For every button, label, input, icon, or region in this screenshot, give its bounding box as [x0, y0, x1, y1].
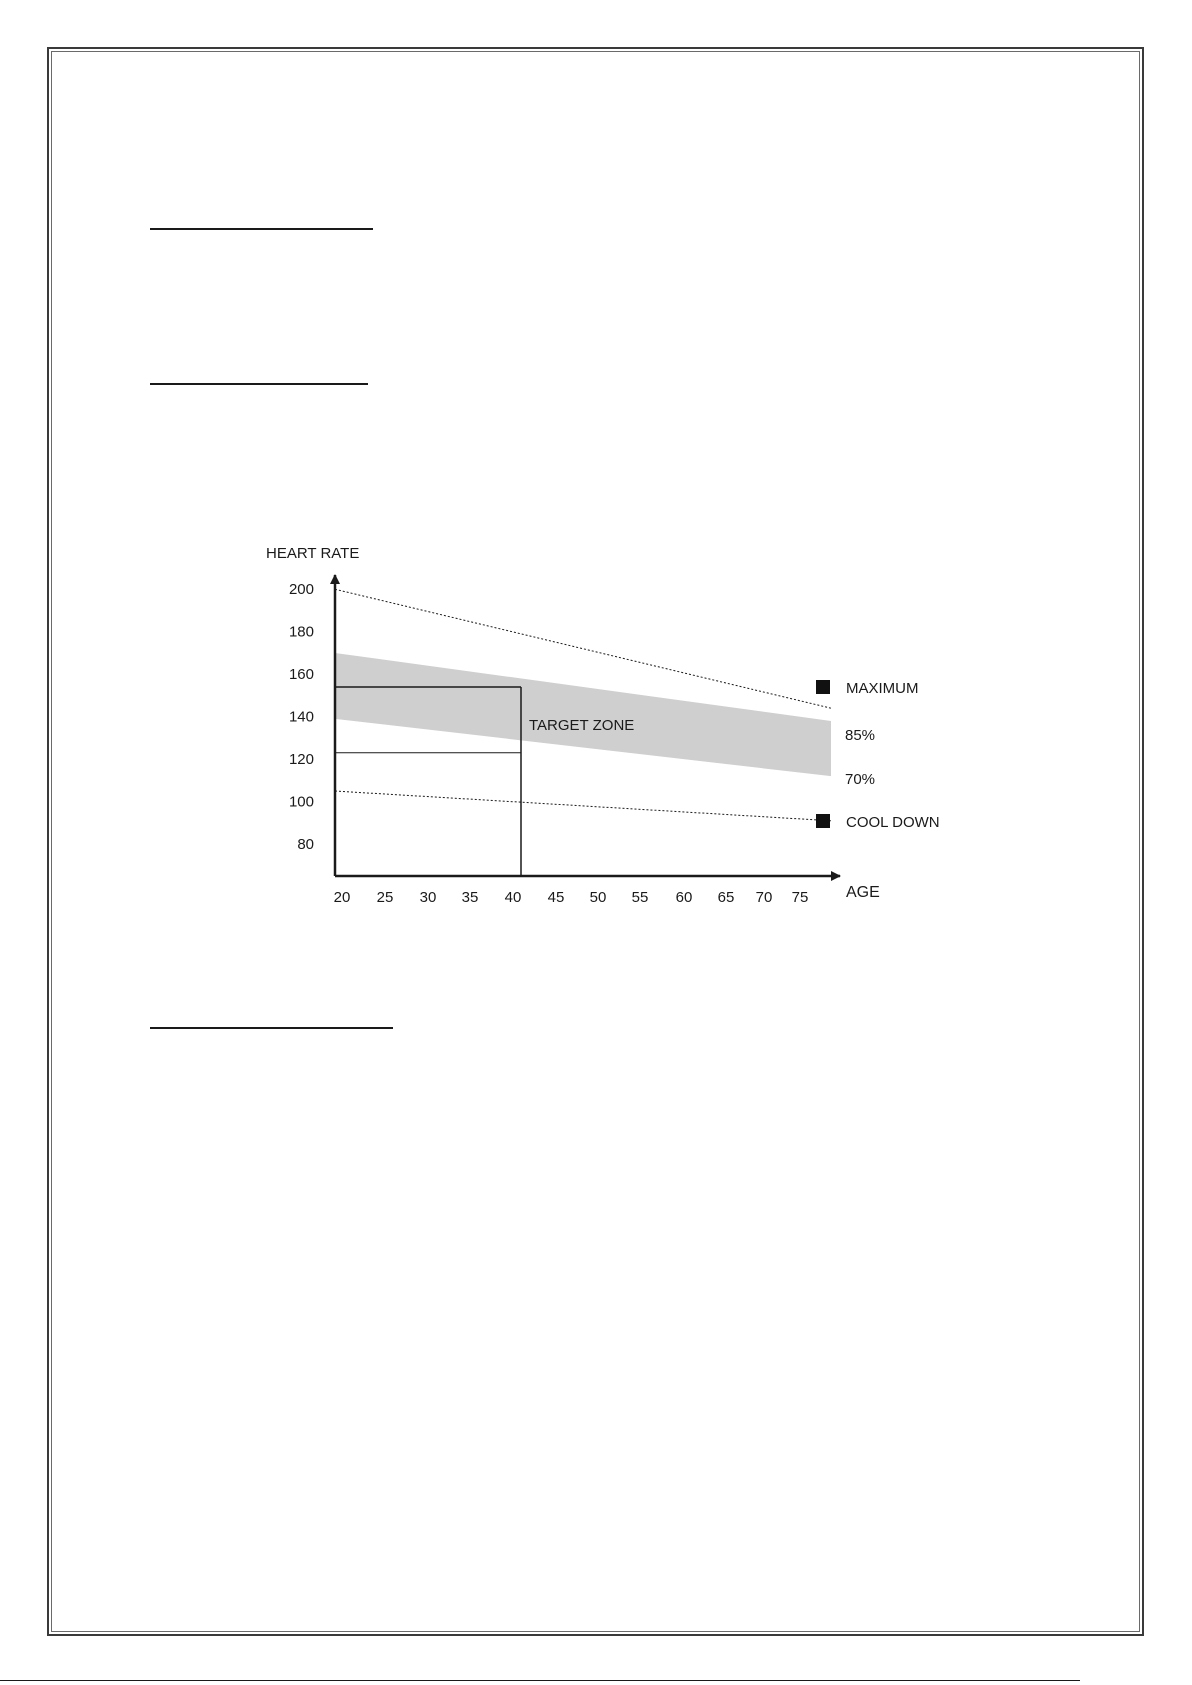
legend-square-marker: [816, 814, 830, 828]
x-tick-label: 35: [461, 889, 479, 906]
percent-label: 85%: [845, 727, 876, 744]
y-axis-title: HEART RATE: [266, 545, 360, 562]
x-tick-label: 50: [589, 889, 607, 906]
x-tick-label: 30: [419, 889, 437, 906]
y-tick-label: 200: [288, 581, 314, 599]
target-zone-label: TARGET ZONE: [529, 717, 635, 734]
legend-label: COOL DOWN: [846, 814, 940, 831]
percent-label: 70%: [845, 771, 876, 788]
x-tick-label: 65: [717, 889, 735, 906]
y-tick-label: 120: [288, 751, 314, 769]
x-tick-label: 40: [504, 889, 522, 906]
y-tick-label: 180: [288, 623, 314, 641]
x-tick-label: 25: [376, 889, 394, 906]
x-tick-label: 45: [547, 889, 565, 906]
y-tick-label: 100: [288, 793, 314, 811]
x-axis-title: AGE: [846, 884, 880, 901]
x-tick-label: 55: [631, 889, 649, 906]
x-tick-label: 60: [675, 889, 693, 906]
y-tick-label: 140: [288, 708, 314, 726]
legend-label: MAXIMUM: [846, 680, 919, 697]
x-tick-label: 75: [791, 889, 809, 906]
legend-square-marker: [816, 680, 830, 694]
target-zone-band: [335, 653, 831, 776]
series-line-cool-down: [335, 791, 831, 821]
y-tick-label: 80: [297, 836, 314, 854]
x-tick-label: 70: [755, 889, 773, 906]
y-tick-label: 160: [288, 666, 314, 684]
x-tick-label: 20: [333, 889, 351, 906]
